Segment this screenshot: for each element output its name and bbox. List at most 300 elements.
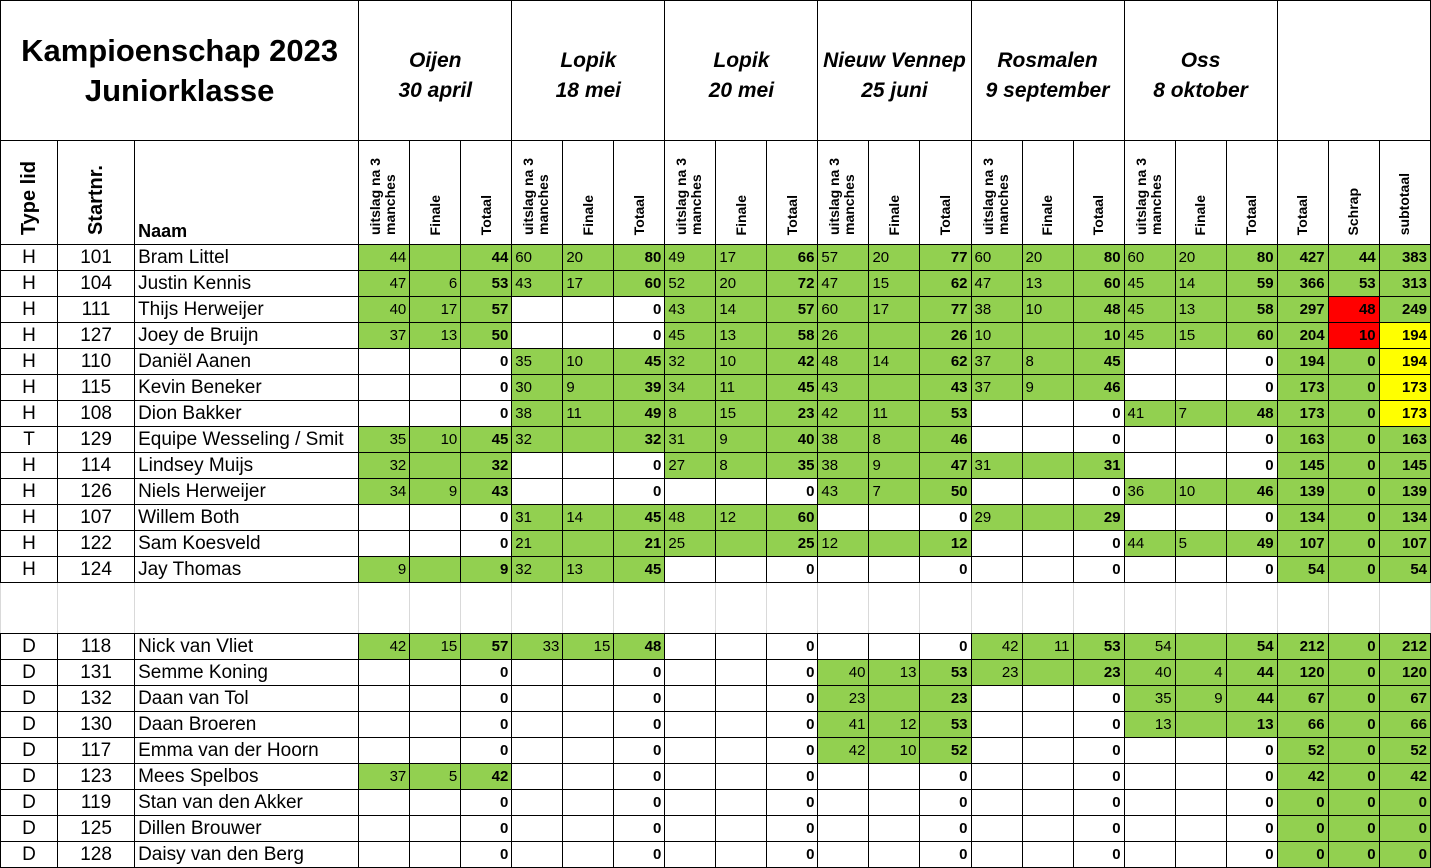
uitslag-cell: 60 bbox=[512, 245, 563, 271]
event-totaal-cell: 46 bbox=[1226, 479, 1277, 505]
event-totaal-cell: 43 bbox=[461, 479, 512, 505]
event-totaal-cell: 0 bbox=[767, 479, 818, 505]
finale-cell: 17 bbox=[410, 297, 461, 323]
spacer-cell bbox=[1226, 608, 1277, 634]
uitslag-header: uitslag na 3 manches bbox=[359, 141, 410, 245]
uitslag-cell bbox=[971, 557, 1022, 583]
event-totaal-cell: 0 bbox=[1073, 531, 1124, 557]
schrap-cell: 44 bbox=[1328, 245, 1379, 271]
table-row bbox=[1, 790, 1431, 816]
event-totaal-cell: 0 bbox=[614, 712, 665, 738]
event-totaal-cell: 0 bbox=[461, 712, 512, 738]
finale-cell bbox=[563, 712, 614, 738]
type-lid-cell: D bbox=[1, 764, 58, 790]
finale-cell bbox=[1175, 349, 1226, 375]
uitslag-cell bbox=[818, 557, 869, 583]
naam-cell: Stan van den Akker bbox=[135, 790, 359, 816]
finale-cell bbox=[716, 764, 767, 790]
subtotaal-cell: 52 bbox=[1379, 738, 1430, 764]
event-totaal-cell: 80 bbox=[1226, 245, 1277, 271]
event-totaal-cell: 72 bbox=[767, 271, 818, 297]
subtotaal-cell: 163 bbox=[1379, 427, 1430, 453]
subtotaal-cell: 0 bbox=[1379, 842, 1430, 868]
event-totaal-cell: 0 bbox=[920, 842, 971, 868]
spacer-cell bbox=[767, 608, 818, 634]
naam-cell: Thijs Herweijer bbox=[135, 297, 359, 323]
type-lid-cell: H bbox=[1, 271, 58, 297]
uitslag-cell: 44 bbox=[359, 245, 410, 271]
spacer-cell bbox=[818, 608, 869, 634]
event-totaal-cell: 0 bbox=[461, 686, 512, 712]
event-totaal-cell: 0 bbox=[461, 660, 512, 686]
finale-cell: 14 bbox=[869, 349, 920, 375]
event-totaal-cell: 57 bbox=[461, 297, 512, 323]
event-totaal-cell: 48 bbox=[614, 634, 665, 660]
event-totaal-cell: 0 bbox=[461, 349, 512, 375]
event-totaal-cell: 0 bbox=[461, 790, 512, 816]
finale-cell: 14 bbox=[563, 505, 614, 531]
event-totaal-cell: 42 bbox=[461, 764, 512, 790]
finale-cell: 17 bbox=[716, 245, 767, 271]
uitslag-cell bbox=[1124, 505, 1175, 531]
naam-cell: Daan van Tol bbox=[135, 686, 359, 712]
uitslag-cell bbox=[512, 738, 563, 764]
totaal-cell: 194 bbox=[1277, 349, 1328, 375]
uitslag-cell bbox=[971, 764, 1022, 790]
type-lid-cell: H bbox=[1, 245, 58, 271]
finale-cell bbox=[1022, 660, 1073, 686]
totaal-cell: 297 bbox=[1277, 297, 1328, 323]
table-row bbox=[1, 479, 1431, 505]
uitslag-cell bbox=[971, 712, 1022, 738]
type-lid-cell: H bbox=[1, 531, 58, 557]
finale-cell: 20 bbox=[1022, 245, 1073, 271]
type-lid-cell: D bbox=[1, 738, 58, 764]
totaal-cell: 173 bbox=[1277, 401, 1328, 427]
schrap-cell: 0 bbox=[1328, 557, 1379, 583]
naam-cell: Dillen Brouwer bbox=[135, 816, 359, 842]
finale-cell bbox=[869, 557, 920, 583]
finale-cell bbox=[410, 349, 461, 375]
uitslag-cell bbox=[971, 738, 1022, 764]
finale-cell: 13 bbox=[1175, 297, 1226, 323]
finale-cell bbox=[869, 375, 920, 401]
event-totaal-cell: 0 bbox=[614, 453, 665, 479]
uitslag-header: uitslag na 3 manches bbox=[971, 141, 1022, 245]
uitslag-cell bbox=[818, 816, 869, 842]
uitslag-cell: 8 bbox=[665, 401, 716, 427]
finale-cell bbox=[869, 764, 920, 790]
spacer-cell bbox=[58, 583, 135, 609]
sheet-title bbox=[1, 1, 359, 141]
spacer-cell bbox=[512, 583, 563, 609]
uitslag-cell bbox=[818, 790, 869, 816]
finale-cell: 13 bbox=[1022, 271, 1073, 297]
event-totaal-cell: 44 bbox=[1226, 660, 1277, 686]
totaal-cell: 134 bbox=[1277, 505, 1328, 531]
finale-cell bbox=[1175, 816, 1226, 842]
naam-cell: Lindsey Muijs bbox=[135, 453, 359, 479]
spacer-cell bbox=[971, 608, 1022, 634]
spacer-cell bbox=[135, 608, 359, 634]
event-oss: Oss 8 oktober bbox=[1124, 1, 1277, 141]
uitslag-cell: 31 bbox=[512, 505, 563, 531]
finale-cell bbox=[716, 660, 767, 686]
uitslag-cell: 32 bbox=[359, 453, 410, 479]
finale-cell bbox=[410, 557, 461, 583]
schrap-cell: 0 bbox=[1328, 842, 1379, 868]
uitslag-cell: 12 bbox=[818, 531, 869, 557]
uitslag-cell bbox=[971, 686, 1022, 712]
uitslag-cell: 37 bbox=[971, 349, 1022, 375]
finale-cell bbox=[410, 686, 461, 712]
finale-cell: 11 bbox=[716, 375, 767, 401]
uitslag-cell: 33 bbox=[512, 634, 563, 660]
schrap-cell: 0 bbox=[1328, 634, 1379, 660]
event-totaal-cell: 40 bbox=[767, 427, 818, 453]
schrap-cell: 0 bbox=[1328, 427, 1379, 453]
event-lopik-2: Lopik 20 mei bbox=[665, 1, 818, 141]
event-totaal-cell: 0 bbox=[1073, 816, 1124, 842]
event-totaal-cell: 0 bbox=[767, 634, 818, 660]
finale-cell: 4 bbox=[1175, 660, 1226, 686]
event-totaal-cell: 45 bbox=[614, 557, 665, 583]
startnr-cell: 127 bbox=[58, 323, 135, 349]
naam-cell: Mees Spelbos bbox=[135, 764, 359, 790]
uitslag-cell: 40 bbox=[818, 660, 869, 686]
uitslag-cell: 13 bbox=[1124, 712, 1175, 738]
finale-cell: 12 bbox=[869, 712, 920, 738]
spacer-cell bbox=[920, 608, 971, 634]
subtotaal-cell: 139 bbox=[1379, 479, 1430, 505]
finale-header: Finale bbox=[410, 141, 461, 245]
event-totaal-cell: 0 bbox=[461, 401, 512, 427]
event-totaal-cell: 23 bbox=[1073, 660, 1124, 686]
totaal-cell: 66 bbox=[1277, 712, 1328, 738]
uitslag-cell bbox=[665, 790, 716, 816]
finale-header: Finale bbox=[563, 141, 614, 245]
table-row bbox=[1, 349, 1431, 375]
event-totaal-cell: 0 bbox=[767, 764, 818, 790]
subtotaal-cell: 66 bbox=[1379, 712, 1430, 738]
event-totaal-cell: 21 bbox=[614, 531, 665, 557]
naam-cell: Semme Koning bbox=[135, 660, 359, 686]
schrap-cell: 0 bbox=[1328, 349, 1379, 375]
finale-cell: 5 bbox=[1175, 531, 1226, 557]
finale-cell bbox=[410, 245, 461, 271]
finale-cell bbox=[1022, 531, 1073, 557]
uitslag-cell: 30 bbox=[512, 375, 563, 401]
spacer-cell bbox=[563, 583, 614, 609]
uitslag-cell: 47 bbox=[818, 271, 869, 297]
uitslag-cell bbox=[1124, 557, 1175, 583]
totaal-header: Totaal bbox=[461, 141, 512, 245]
spacer-cell bbox=[1124, 583, 1175, 609]
schrap-cell: 0 bbox=[1328, 712, 1379, 738]
spacer-cell bbox=[1175, 608, 1226, 634]
finale-cell bbox=[1175, 427, 1226, 453]
spacer-cell bbox=[1073, 583, 1124, 609]
naam-cell: Emma van der Hoorn bbox=[135, 738, 359, 764]
finale-cell: 15 bbox=[410, 634, 461, 660]
finale-cell: 5 bbox=[410, 764, 461, 790]
startnr-cell: 130 bbox=[58, 712, 135, 738]
event-totaal-cell: 0 bbox=[767, 712, 818, 738]
uitslag-cell bbox=[1124, 842, 1175, 868]
spacer-cell bbox=[818, 583, 869, 609]
event-totaal-cell: 0 bbox=[920, 816, 971, 842]
subtotaal-cell: 0 bbox=[1379, 816, 1430, 842]
spacer-cell bbox=[1277, 583, 1328, 609]
table-row bbox=[1, 634, 1431, 660]
finale-header: Finale bbox=[716, 141, 767, 245]
uitslag-cell: 45 bbox=[1124, 271, 1175, 297]
finale-cell bbox=[563, 842, 614, 868]
finale-cell bbox=[1022, 323, 1073, 349]
spacer-row bbox=[1, 583, 1431, 609]
spacer-cell bbox=[1073, 608, 1124, 634]
event-totaal-cell: 0 bbox=[1226, 764, 1277, 790]
uitslag-cell bbox=[665, 686, 716, 712]
finale-cell bbox=[716, 531, 767, 557]
finale-cell bbox=[1022, 738, 1073, 764]
spacer-cell bbox=[1, 583, 58, 609]
uitslag-cell: 27 bbox=[665, 453, 716, 479]
uitslag-cell: 23 bbox=[818, 686, 869, 712]
finale-cell bbox=[563, 531, 614, 557]
uitslag-cell bbox=[1124, 375, 1175, 401]
totaal-header: Totaal bbox=[920, 141, 971, 245]
uitslag-cell: 23 bbox=[971, 660, 1022, 686]
uitslag-cell: 60 bbox=[818, 297, 869, 323]
spacer-cell bbox=[1175, 583, 1226, 609]
uitslag-cell bbox=[818, 842, 869, 868]
uitslag-cell bbox=[818, 634, 869, 660]
finale-cell: 8 bbox=[869, 427, 920, 453]
event-totaal-cell: 39 bbox=[614, 375, 665, 401]
finale-cell bbox=[869, 842, 920, 868]
spacer-cell bbox=[1277, 608, 1328, 634]
event-lopik-1: Lopik 18 mei bbox=[512, 1, 665, 141]
naam-cell: Joey de Bruijn bbox=[135, 323, 359, 349]
uitslag-cell bbox=[1124, 816, 1175, 842]
startnr-cell: 118 bbox=[58, 634, 135, 660]
startnr-cell: 117 bbox=[58, 738, 135, 764]
finale-cell bbox=[1022, 790, 1073, 816]
uitslag-cell: 37 bbox=[971, 375, 1022, 401]
uitslag-cell: 32 bbox=[665, 349, 716, 375]
finale-cell bbox=[1022, 427, 1073, 453]
finale-cell bbox=[716, 790, 767, 816]
event-totaal-cell: 60 bbox=[614, 271, 665, 297]
event-totaal-cell: 50 bbox=[461, 323, 512, 349]
event-totaal-cell: 35 bbox=[767, 453, 818, 479]
finale-cell: 11 bbox=[563, 401, 614, 427]
totaal-header: Totaal bbox=[1073, 141, 1124, 245]
finale-cell bbox=[410, 401, 461, 427]
spacer-cell bbox=[1, 608, 58, 634]
event-totaal-cell: 0 bbox=[1226, 427, 1277, 453]
totaal-cell: 0 bbox=[1277, 816, 1328, 842]
table-row bbox=[1, 764, 1431, 790]
finale-cell: 14 bbox=[716, 297, 767, 323]
totaal-cell: 107 bbox=[1277, 531, 1328, 557]
finale-cell bbox=[563, 764, 614, 790]
finale-cell: 7 bbox=[1175, 401, 1226, 427]
subtotaal-cell: 383 bbox=[1379, 245, 1430, 271]
table-row bbox=[1, 816, 1431, 842]
spacer-cell bbox=[135, 583, 359, 609]
spacer-cell bbox=[1124, 608, 1175, 634]
spacer-cell bbox=[1328, 608, 1379, 634]
finale-cell bbox=[869, 816, 920, 842]
finale-cell bbox=[410, 790, 461, 816]
spacer-cell bbox=[1328, 583, 1379, 609]
uitslag-cell bbox=[1124, 790, 1175, 816]
startnr-cell: 128 bbox=[58, 842, 135, 868]
type-lid-cell: H bbox=[1, 323, 58, 349]
uitslag-cell bbox=[818, 764, 869, 790]
uitslag-cell bbox=[971, 427, 1022, 453]
uitslag-cell bbox=[512, 453, 563, 479]
uitslag-cell bbox=[359, 375, 410, 401]
finale-cell bbox=[1022, 401, 1073, 427]
uitslag-cell bbox=[665, 660, 716, 686]
finale-cell bbox=[563, 816, 614, 842]
schrap-cell: 0 bbox=[1328, 738, 1379, 764]
finale-cell bbox=[869, 686, 920, 712]
uitslag-cell: 32 bbox=[512, 557, 563, 583]
uitslag-cell: 37 bbox=[359, 323, 410, 349]
uitslag-cell: 47 bbox=[971, 271, 1022, 297]
event-totaal-cell: 57 bbox=[461, 634, 512, 660]
event-nieuw-vennep: Nieuw Vennep 25 juni bbox=[818, 1, 971, 141]
event-totaal-cell: 0 bbox=[920, 557, 971, 583]
totaal-cell: 0 bbox=[1277, 790, 1328, 816]
subtotaal-cell: 194 bbox=[1379, 349, 1430, 375]
finale-cell bbox=[716, 557, 767, 583]
event-totaal-cell: 45 bbox=[767, 375, 818, 401]
event-totaal-cell: 9 bbox=[461, 557, 512, 583]
type-lid-cell: H bbox=[1, 401, 58, 427]
finale-cell: 13 bbox=[869, 660, 920, 686]
event-totaal-cell: 54 bbox=[1226, 634, 1277, 660]
totaal-cell: 120 bbox=[1277, 660, 1328, 686]
event-totaal-cell: 53 bbox=[920, 401, 971, 427]
event-totaal-cell: 0 bbox=[461, 842, 512, 868]
uitslag-cell: 54 bbox=[1124, 634, 1175, 660]
finale-cell bbox=[716, 738, 767, 764]
event-totaal-cell: 0 bbox=[1073, 401, 1124, 427]
event-totaal-cell: 0 bbox=[1073, 557, 1124, 583]
uitslag-cell bbox=[1124, 349, 1175, 375]
event-totaal-cell: 46 bbox=[920, 427, 971, 453]
totaal-header: Totaal bbox=[614, 141, 665, 245]
spacer-cell bbox=[461, 608, 512, 634]
finale-cell: 20 bbox=[716, 271, 767, 297]
event-totaal-cell: 0 bbox=[1226, 557, 1277, 583]
startnr-cell: 123 bbox=[58, 764, 135, 790]
uitslag-cell: 21 bbox=[512, 531, 563, 557]
uitslag-cell: 29 bbox=[971, 505, 1022, 531]
event-totaal-cell: 0 bbox=[461, 375, 512, 401]
event-totaal-cell: 45 bbox=[614, 505, 665, 531]
finale-cell bbox=[1022, 453, 1073, 479]
type-lid-cell: D bbox=[1, 816, 58, 842]
subtotaal-cell: 107 bbox=[1379, 531, 1430, 557]
uitslag-header: uitslag na 3 manches bbox=[665, 141, 716, 245]
event-totaal-cell: 0 bbox=[767, 660, 818, 686]
uitslag-cell: 42 bbox=[359, 634, 410, 660]
schrap-cell: 0 bbox=[1328, 479, 1379, 505]
event-totaal-cell: 0 bbox=[1073, 842, 1124, 868]
naam-cell: Equipe Wesseling / Smit bbox=[135, 427, 359, 453]
event-totaal-cell: 0 bbox=[767, 557, 818, 583]
startnr-cell: 114 bbox=[58, 453, 135, 479]
table-row bbox=[1, 245, 1431, 271]
table-body bbox=[1, 245, 1431, 868]
schrap-cell: 0 bbox=[1328, 453, 1379, 479]
spacer-cell bbox=[614, 608, 665, 634]
table-row bbox=[1, 271, 1431, 297]
finale-cell bbox=[1022, 479, 1073, 505]
event-totaal-cell: 58 bbox=[1226, 297, 1277, 323]
totaal-header: Totaal bbox=[1226, 141, 1277, 245]
spacer-cell bbox=[359, 608, 410, 634]
event-totaal-cell: 0 bbox=[1073, 686, 1124, 712]
uitslag-cell: 47 bbox=[359, 271, 410, 297]
schrap-cell: 0 bbox=[1328, 816, 1379, 842]
uitslag-cell bbox=[818, 505, 869, 531]
finale-cell bbox=[563, 790, 614, 816]
uitslag-cell bbox=[1124, 427, 1175, 453]
startnr-cell: 110 bbox=[58, 349, 135, 375]
uitslag-cell: 44 bbox=[1124, 531, 1175, 557]
event-totaal-cell: 0 bbox=[461, 816, 512, 842]
event-totaal-cell: 60 bbox=[1073, 271, 1124, 297]
totaal-cell: 54 bbox=[1277, 557, 1328, 583]
finale-cell bbox=[410, 842, 461, 868]
uitslag-cell bbox=[512, 790, 563, 816]
totaal-cell: 0 bbox=[1277, 842, 1328, 868]
finale-cell bbox=[563, 453, 614, 479]
uitslag-cell bbox=[512, 686, 563, 712]
finale-cell bbox=[410, 660, 461, 686]
uitslag-cell: 41 bbox=[818, 712, 869, 738]
schrap-cell: 48 bbox=[1328, 297, 1379, 323]
finale-cell bbox=[869, 323, 920, 349]
uitslag-cell bbox=[512, 842, 563, 868]
finale-cell bbox=[1175, 453, 1226, 479]
uitslag-cell: 10 bbox=[971, 323, 1022, 349]
uitslag-cell bbox=[359, 842, 410, 868]
uitslag-cell bbox=[971, 531, 1022, 557]
uitslag-cell: 43 bbox=[512, 271, 563, 297]
startnr-cell: 131 bbox=[58, 660, 135, 686]
event-totaal-cell: 45 bbox=[461, 427, 512, 453]
finale-cell bbox=[410, 453, 461, 479]
event-totaal-cell: 52 bbox=[920, 738, 971, 764]
uitslag-cell: 48 bbox=[665, 505, 716, 531]
spacer-cell bbox=[869, 583, 920, 609]
uitslag-cell: 35 bbox=[1124, 686, 1175, 712]
event-totaal-cell: 45 bbox=[1073, 349, 1124, 375]
table-row bbox=[1, 401, 1431, 427]
finale-cell: 9 bbox=[410, 479, 461, 505]
type-lid-cell: D bbox=[1, 790, 58, 816]
event-totaal-cell: 23 bbox=[920, 686, 971, 712]
table-row bbox=[1, 453, 1431, 479]
